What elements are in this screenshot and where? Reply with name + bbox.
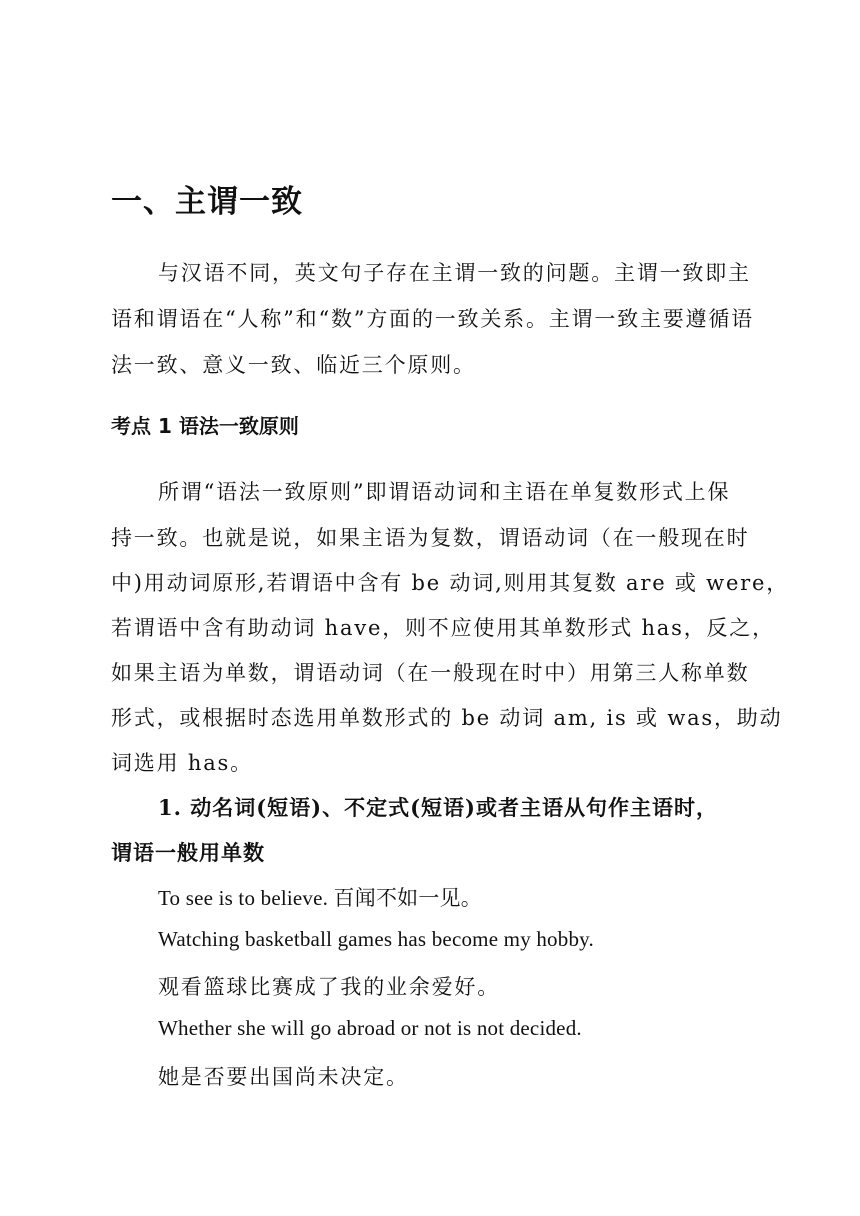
rule1-line-1: 1. 动名词(短语)、不定式(短语)或者主语从句作主语时，: [158, 795, 718, 820]
example-3: Whether she will go abroad or not is not decided.: [158, 1016, 582, 1040]
example-3-translation: 她是否要出国尚未决定。: [158, 1065, 409, 1089]
point1-line-2: 持一致。也就是说，如果主语为复数，谓语动词（在一般现在时: [111, 526, 750, 550]
example-2: Watching basketball games has become my hobby.: [158, 927, 594, 951]
point1-line-5: 如果主语为单数，谓语动词（在一般现在时中）用第三人称单数: [111, 661, 750, 685]
example-2-translation: 观看篮球比赛成了我的业余爱好。: [158, 975, 500, 999]
rule1-line-2: 谓语一般用单数: [111, 840, 265, 865]
intro-line-1: 与汉语不同，英文句子存在主谓一致的问题。主谓一致即主: [158, 261, 751, 285]
point1-line-6: 形式，或根据时态选用单数形式的 be 动词 am, is 或 was，助动: [111, 706, 783, 730]
point1-line-7: 词选用 has。: [111, 751, 253, 775]
intro-line-2: 语和谓语在“人称”和“数”方面的一致关系。主谓一致主要遵循语: [111, 307, 754, 331]
point1-line-3: 中)用动词原形,若谓语中含有 be 动词,则用其复数 are 或 were，: [111, 571, 790, 595]
section-title: 一、主谓一致: [111, 184, 303, 220]
intro-line-3: 法一致、意义一致、临近三个原则。: [111, 353, 476, 377]
example-1: To see is to believe. 百闻不如一见。: [158, 886, 482, 910]
point1-line-1: 所谓“语法一致原则”即谓语动词和主语在单复数形式上保: [158, 480, 731, 504]
point1-line-4: 若谓语中含有助动词 have，则不应使用其单数形式 has，反之，: [111, 616, 775, 640]
point1-heading: 考点 1 语法一致原则: [111, 414, 299, 438]
